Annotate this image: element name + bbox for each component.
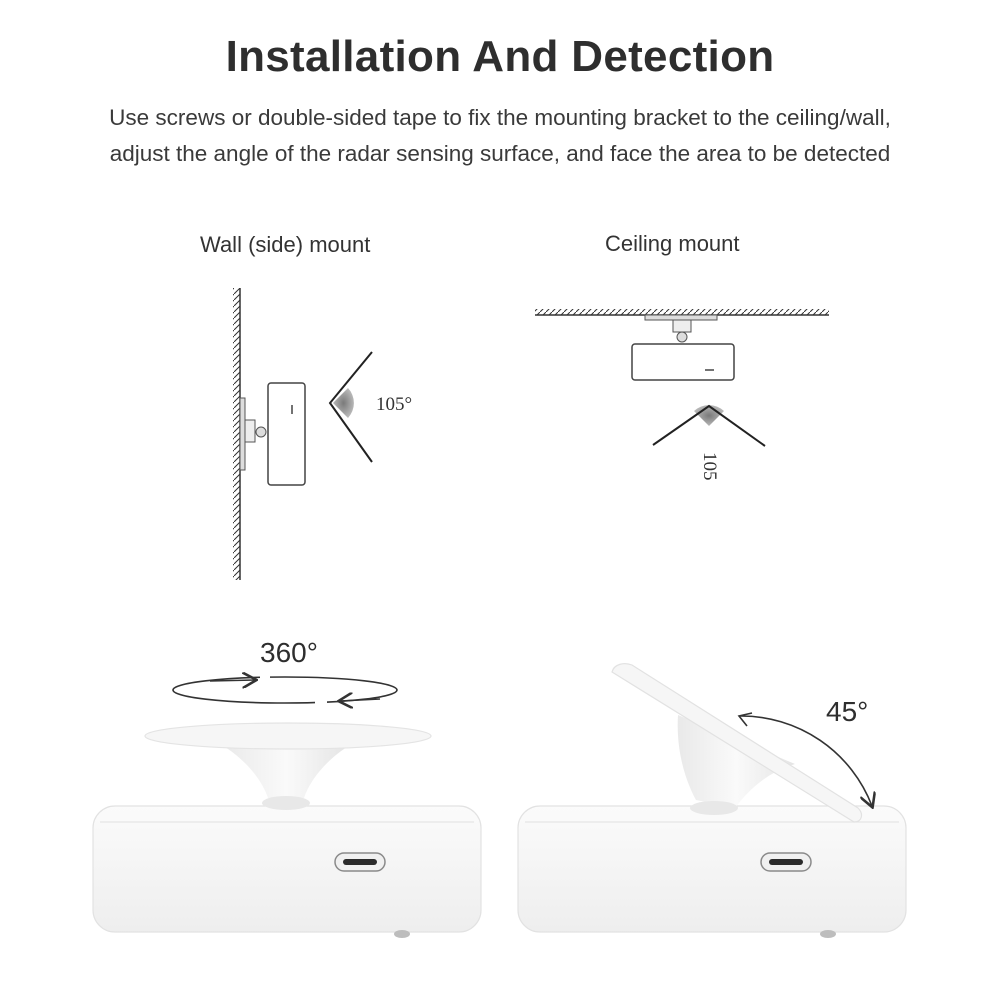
rotation-arrow-bottom bbox=[340, 699, 380, 701]
wall-mount-diagram bbox=[233, 288, 372, 580]
left-device-foot bbox=[394, 930, 410, 938]
page-title: Installation And Detection bbox=[225, 32, 775, 81]
description-line-1: Use screws or double-sided tape to fix the mounting bracket to the ceiling/wall, bbox=[109, 105, 891, 130]
rotation-product-view bbox=[93, 672, 481, 938]
wall-bracket-arm bbox=[245, 420, 255, 442]
wall-bracket-plate bbox=[240, 398, 245, 470]
rotation-gap-bottom bbox=[315, 692, 327, 710]
left-mount-cone bbox=[222, 745, 350, 798]
description-line-2: adjust the angle of the radar sensing surface, and face the area to be detected bbox=[109, 141, 891, 166]
left-mount-ball bbox=[262, 796, 310, 810]
left-mount-disk bbox=[145, 723, 431, 749]
wall-hatch bbox=[233, 288, 240, 580]
wall-mount-label: Wall (side) mount bbox=[200, 232, 371, 257]
usb-c-port-inner bbox=[769, 859, 803, 865]
rotation-angle-label: 360° bbox=[260, 637, 318, 668]
ceiling-mount-diagram bbox=[535, 309, 829, 446]
wall-angle-shade bbox=[333, 388, 354, 418]
right-device-foot bbox=[820, 930, 836, 938]
tilt-angle-label: 45° bbox=[826, 696, 869, 727]
left-device-base bbox=[93, 806, 481, 932]
ceiling-angle-shade bbox=[694, 405, 724, 426]
rotation-gap-top bbox=[260, 672, 270, 690]
ceiling-mount-label: Ceiling mount bbox=[605, 231, 740, 256]
right-device-base bbox=[518, 806, 906, 932]
right-mount-ball bbox=[690, 801, 738, 815]
wall-bracket-joint bbox=[256, 427, 266, 437]
ceiling-hatch bbox=[535, 309, 829, 315]
ceiling-device bbox=[632, 344, 734, 380]
usb-c-port-inner bbox=[343, 859, 377, 865]
ceiling-angle-label: 105 bbox=[699, 452, 720, 481]
wall-angle-label: 105° bbox=[376, 394, 413, 415]
ceiling-bracket-joint bbox=[677, 332, 687, 342]
rotation-arrow-top bbox=[210, 680, 255, 681]
tilt-arc-arrow-start bbox=[739, 713, 752, 726]
ceiling-bracket-plate bbox=[645, 315, 717, 320]
ceiling-bracket-arm bbox=[673, 320, 691, 332]
wall-device bbox=[268, 383, 305, 485]
